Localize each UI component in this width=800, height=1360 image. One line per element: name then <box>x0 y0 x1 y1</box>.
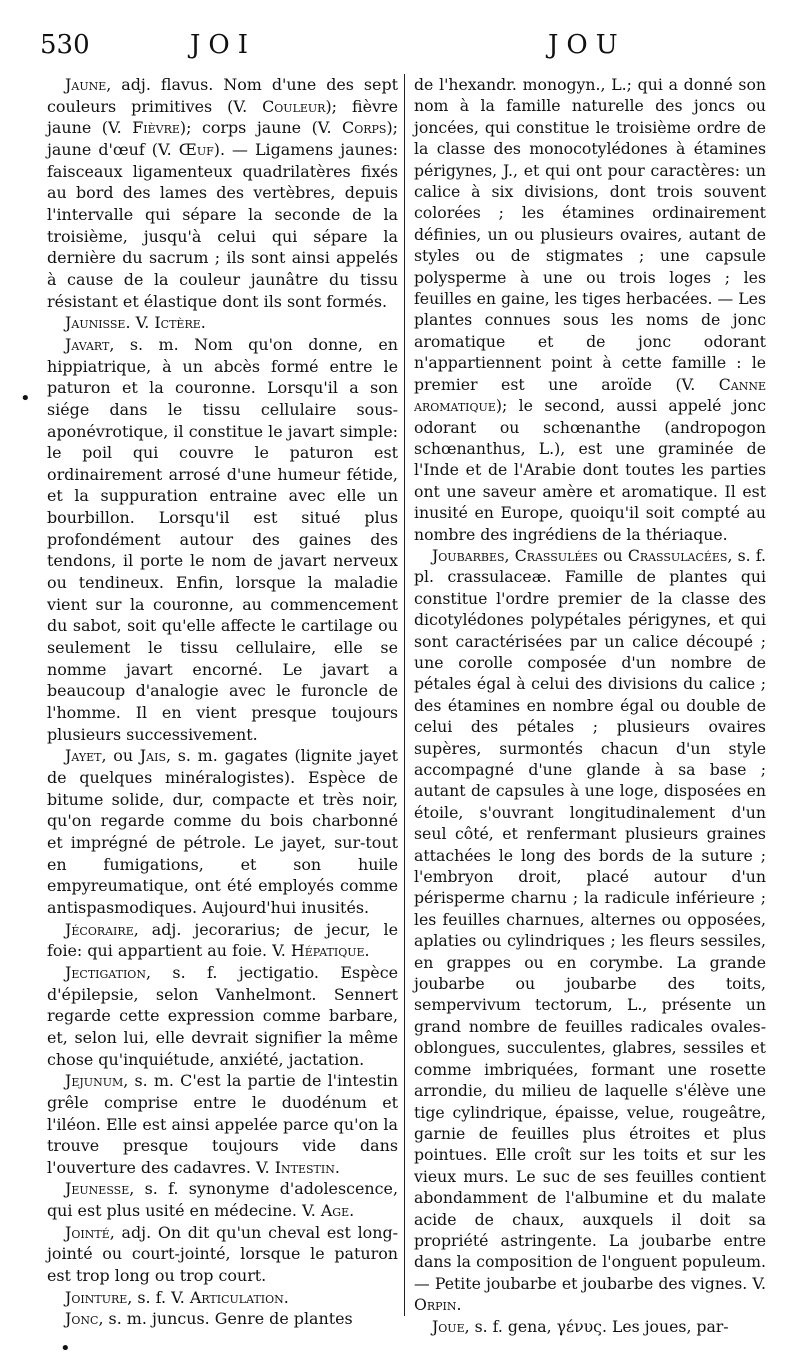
entry-text: . <box>364 941 370 961</box>
italic-term: V. <box>233 96 248 116</box>
italic-term: javart simple <box>287 421 393 441</box>
entry-text: ou <box>92 1244 132 1264</box>
entry-text: . <box>200 313 206 333</box>
headword: Javart <box>65 334 110 354</box>
headword: Hépatique <box>285 941 365 961</box>
entry-text: Espèce d'épilepsie, selon Vanhelmont. Sennert regarde cette expression comme barbare, et, selon lui, elle devrait signifier la même chose qu' <box>47 962 399 1069</box>
entry-jejunum <box>47 1070 398 1178</box>
headword: Jaunisse <box>65 313 126 333</box>
entry-text: ); <box>179 118 202 138</box>
entry-jayet <box>47 745 398 918</box>
italic-term: long-jointé <box>47 1222 398 1264</box>
italic-term: corps jaune <box>201 118 302 138</box>
italic-term: Ligamens jaunes: <box>255 139 398 159</box>
entry-text: , s. m. C'est la partie de l'intestin grêle comprise entre le duodénum et l'iléon. Elle est ainsi appelée parce qu'on la trouve presque toujours vide dans l'ouverture des cadavres. <box>47 1071 398 1177</box>
headword: Jais <box>139 746 166 766</box>
headword: Articulation <box>184 1287 284 1307</box>
entry-text: , <box>546 1316 557 1336</box>
italic-term: jectigatio. <box>238 962 319 982</box>
entry-jectigation <box>47 962 398 1070</box>
entry-joubarbes <box>414 545 766 1316</box>
entry-text: , s. m. Nom qu'on donne, en hippiatrique, à un abcès formé entre le paturon et la couronne. Lorsqu'il a son siége dans le tissu cellulaire sous-aponévrotique, il constitue le <box>47 334 398 441</box>
entry-text: . <box>125 313 136 333</box>
italic-term: jecorarius; <box>194 919 281 939</box>
entry-text: ); <box>386 118 398 138</box>
entry-text: de <box>280 919 327 939</box>
italic-term: Petite joubarbe <box>434 1273 557 1293</box>
left-column <box>47 74 398 1330</box>
entry-text: . Le javart a beaucoup d'analogie avec le furoncle de l'homme. Il en vient presque toujours plusieurs successivement. <box>47 659 398 744</box>
running-head-left: JOI <box>190 30 257 60</box>
entry-text: ou <box>597 545 628 565</box>
entry-text: et <box>556 1273 583 1293</box>
running-head-right: JOU <box>548 30 626 60</box>
italic-term: court-jointé <box>131 1244 226 1264</box>
headword: Jejunum <box>65 1071 124 1091</box>
italic-term: populeum. <box>682 1252 766 1272</box>
entry-jaune <box>47 74 398 312</box>
headword: Jécoraire <box>65 919 134 939</box>
headword: Orpin <box>414 1295 457 1315</box>
entry-text: n'appartiennent point à cette famille : le premier est une aroïde ( <box>414 353 766 394</box>
entry-joue <box>414 1316 766 1337</box>
entry-text: qui est plus usité en médecine. <box>47 1201 303 1221</box>
entry-text: ( <box>144 139 158 159</box>
entry-text: ). — <box>213 139 255 159</box>
italic-term: V. <box>107 118 122 138</box>
headword: Ictère <box>149 313 201 333</box>
entry-text: , lorsque le paturon est trop long ou trop court. <box>47 1244 398 1286</box>
entry-text: , qui constitue le troisième ordre de la classe des monocotylédones à étamines périgynes, J., et qui ont pour caractères: un calice à six divisions, dont trois souvent colorées ; les étamines ordinairement définies, un ou plusieurs ovaires, autant de styles ou de stigmates ; une capsule polysperme à une ou trois loges ; les feuilles en gaine, les tiges herbacées. — Les plantes connues sous les noms de <box>414 117 766 330</box>
entry-text: . Enfin, lorsque la maladie vient sur la couronne, au commencement du sabot, soit qu'elle affecte le cartilage ou seulement le tissu cellulaire, elle se nomme <box>47 573 399 679</box>
headword: Jectigation <box>65 962 146 982</box>
italic-term: joncs <box>693 96 736 116</box>
headword: Jonc <box>65 1309 99 1329</box>
headword: Jayet <box>65 746 102 766</box>
entry-text: ); <box>325 96 353 116</box>
entry-text: . <box>349 1201 355 1221</box>
entry-text: , ou <box>101 746 140 766</box>
italic-term: inquiétude, anxiété, jactation. <box>123 1049 365 1069</box>
entry-text: de l'hexandr. monogyn., L.; qui a donné son nom à la famille naturelle des <box>414 75 766 116</box>
headword: Couleur <box>247 96 326 116</box>
entry-text: ou <box>476 417 544 437</box>
headword: Intestin <box>269 1157 335 1177</box>
italic-term: javart encorné <box>125 659 258 679</box>
entry-text: . <box>456 1295 462 1315</box>
italic-term: jonc aromatique <box>414 310 766 351</box>
italic-term: joubarbe des vignes. <box>582 1273 748 1293</box>
entry-text: le foie: qui appartient au foie. <box>47 919 399 961</box>
italic-term: V. <box>302 1201 316 1221</box>
entry-text: , s. f. <box>464 1316 508 1336</box>
entry-text: ( <box>91 118 108 138</box>
italic-term: flavus. <box>160 75 214 94</box>
entry-text: Genre de plantes <box>209 1309 353 1329</box>
italic-term: gagates <box>224 746 288 766</box>
entry-text: ou <box>735 96 766 116</box>
italic-term: adolescence, <box>294 1179 398 1199</box>
italic-term: jonc odorant <box>638 331 766 351</box>
entry-text: , adj. On dit qu'un cheval est <box>109 1222 358 1242</box>
entry-text: ( <box>640 417 671 437</box>
entry-text: : le poil qui couvre le paturon est ordinairement arrosé d'une humeur fétide, et la suppuration entraine avec elle un bourbillon. Lorsqu'il est situé plus profondément autour des gaines des tendons, il porte le nom de <box>47 421 398 571</box>
entry-text: , <box>504 545 515 565</box>
italic-term: V. <box>171 1287 185 1307</box>
right-column <box>414 74 766 1337</box>
page-header <box>0 26 800 66</box>
entry-jonc <box>47 1308 398 1330</box>
entry-text: , s. f. synonyme d' <box>129 1179 295 1199</box>
entry-jonc-cont <box>414 74 766 545</box>
headword: Œuf <box>171 139 214 159</box>
italic-term: V. <box>135 313 150 333</box>
entry-jointure <box>47 1287 398 1309</box>
entry-text: . <box>283 1287 289 1307</box>
italic-term: jecur, <box>326 919 371 939</box>
entry-text: , s. m. <box>165 746 225 766</box>
headword: Canne aromatique <box>414 374 766 416</box>
entry-jeunesse <box>47 1178 398 1221</box>
entry-text: ou <box>47 573 79 593</box>
entry-text: ); le second, aussi appelé <box>495 396 733 416</box>
italic-term: crassulaceæ. <box>447 567 552 587</box>
entry-text: , s. m. <box>98 1309 152 1329</box>
headword: Jaune <box>65 75 107 94</box>
italic-term: grande joubarbe <box>414 952 766 994</box>
italic-term: joncées <box>414 117 474 137</box>
headword: Crassulacées <box>627 545 728 565</box>
entry-text: (lignite jayet de quelques minéralogistes). Espèce de bitume solide, dur, compacte et très noir, qu'on regarde comme du bois charbonné et imprégné de pétrole. Le jayet, sur-tout en fumigations, et son huile empyreumatique, ont été employés comme antispasmodiques. Aujourd'hui inusités. <box>47 746 398 917</box>
headword: Crassulées <box>514 545 598 565</box>
entry-text: , adj. <box>133 919 195 939</box>
entry-jaunisse <box>47 312 398 334</box>
entry-text: , s. f. <box>145 962 239 982</box>
italic-term: javart nerveux <box>279 551 398 571</box>
italic-term: tendineux <box>78 573 159 593</box>
entry-text: , s. f. pl. <box>414 545 766 587</box>
entry-text: , s. f. <box>127 1287 172 1307</box>
italic-term: andropogon schœnanthus <box>414 417 766 458</box>
entry-text: . <box>334 1157 340 1177</box>
headword: Jeunesse <box>65 1179 130 1199</box>
entry-text: faisceaux ligamenteux quadrilatères fixés au bord des lames des vertèbres, depuis l'intervalle qui sépare la seconde de la troisième, jusqu'à celui qui sépare la dernière du sacrum ; ils sont ainsi appelés à cause de la couleur jaunâtre du tissu résistant et élastique dont ils sont formés. <box>47 161 398 311</box>
column-divider <box>404 74 405 1316</box>
headword: Joubarbes <box>432 545 505 565</box>
entry-text: , L.), est une graminée de l'Inde et de l'Arabie dont toutes les parties ont une saveur amère et aromatique. Il est inusité en Europe, quoiqu'il soit compté au nombre des ingrédiens de la thériaque. <box>414 438 766 544</box>
entry-jointe <box>47 1222 398 1287</box>
italic-term: V. <box>681 374 696 394</box>
italic-term: V. <box>157 139 172 159</box>
entry-text: ou <box>484 974 567 994</box>
entry-text: ( <box>301 118 318 138</box>
entry-text: — <box>414 1273 435 1293</box>
headword: Jointé <box>65 1222 110 1242</box>
entry-text: et de <box>505 331 638 351</box>
italic-term: γένυς <box>556 1316 602 1336</box>
italic-term: V. <box>752 1273 766 1293</box>
margin-mark: • <box>60 1338 71 1359</box>
entry-text: Famille de plantes qui constitue l'ordre premier de la classe des dicotylédones polypétales périgynes, et qui sont caractérisées par un calice découpé ; une corolle composée d'un nombre de pétales égal à celui des divisions du calice ; des étamines en nombre égal ou double de celui des pétales ; plusieurs ovaires supères, surmontés chacun d'un style accompagné d'une glande à sa base ; autant de capsules à une loge, disposées en étoile, s'ouvrant longitudinalement d'un seul côté, et renfermant plusieurs graines attachées le long des bords de la suture ; l'embryon droit, placé autour d'un périsperme charnu ; la radicule inférieure ; les feuilles charnues, alternes ou opposées, aplaties ou cylindriques ; les fleurs sessiles, en grappes ou en corymbe. La <box>414 567 766 972</box>
page-number: 530 <box>40 30 90 60</box>
italic-term: V. <box>272 941 286 961</box>
italic-term: gena <box>507 1316 547 1336</box>
headword: Corps <box>331 118 387 138</box>
italic-term: fièvre jaune <box>47 96 399 138</box>
italic-term: joubarbe des toits, sempervivum tectorum <box>414 974 766 1015</box>
italic-term: juncus. <box>151 1309 210 1329</box>
entry-jecoraire <box>47 919 398 962</box>
headword: Joue <box>432 1316 465 1336</box>
headword: Jointure <box>65 1287 128 1307</box>
italic-term: V. <box>317 118 332 138</box>
italic-term: jonc odorant <box>414 396 766 437</box>
headword: Fièvre <box>121 118 180 138</box>
entry-javart <box>47 334 398 745</box>
entry-text: , L., présente un grand nombre de feuilles radicales ovales-oblongues, succulentes, glabres, sessiles et comme imbriquées, formant une rosette arrondie, du milieu de laquelle s'élève une tige cylindrique, épaisse, velue, rougeâtre, garnie de feuilles plus étroites et plus pointues. Elle croît sur les toits et sur les vieux murs. Le suc de ses feuilles contient abondamment de l'albumine et du malate acide de chaux, auxquels il doit sa propriété astringente. La joubarbe entre dans la composition de l'onguent <box>414 995 766 1272</box>
italic-term: schœnanthe <box>543 417 641 437</box>
headword: Age <box>315 1201 350 1221</box>
entry-text: , adj. <box>106 75 161 94</box>
entry-text: Nom d'une des sept couleurs primitives ( <box>47 75 398 116</box>
entry-text: . Les joues, par- <box>601 1316 729 1336</box>
italic-term: V. <box>255 1157 270 1177</box>
margin-mark: • <box>20 388 31 409</box>
italic-term: jaune d'œuf <box>47 139 145 159</box>
